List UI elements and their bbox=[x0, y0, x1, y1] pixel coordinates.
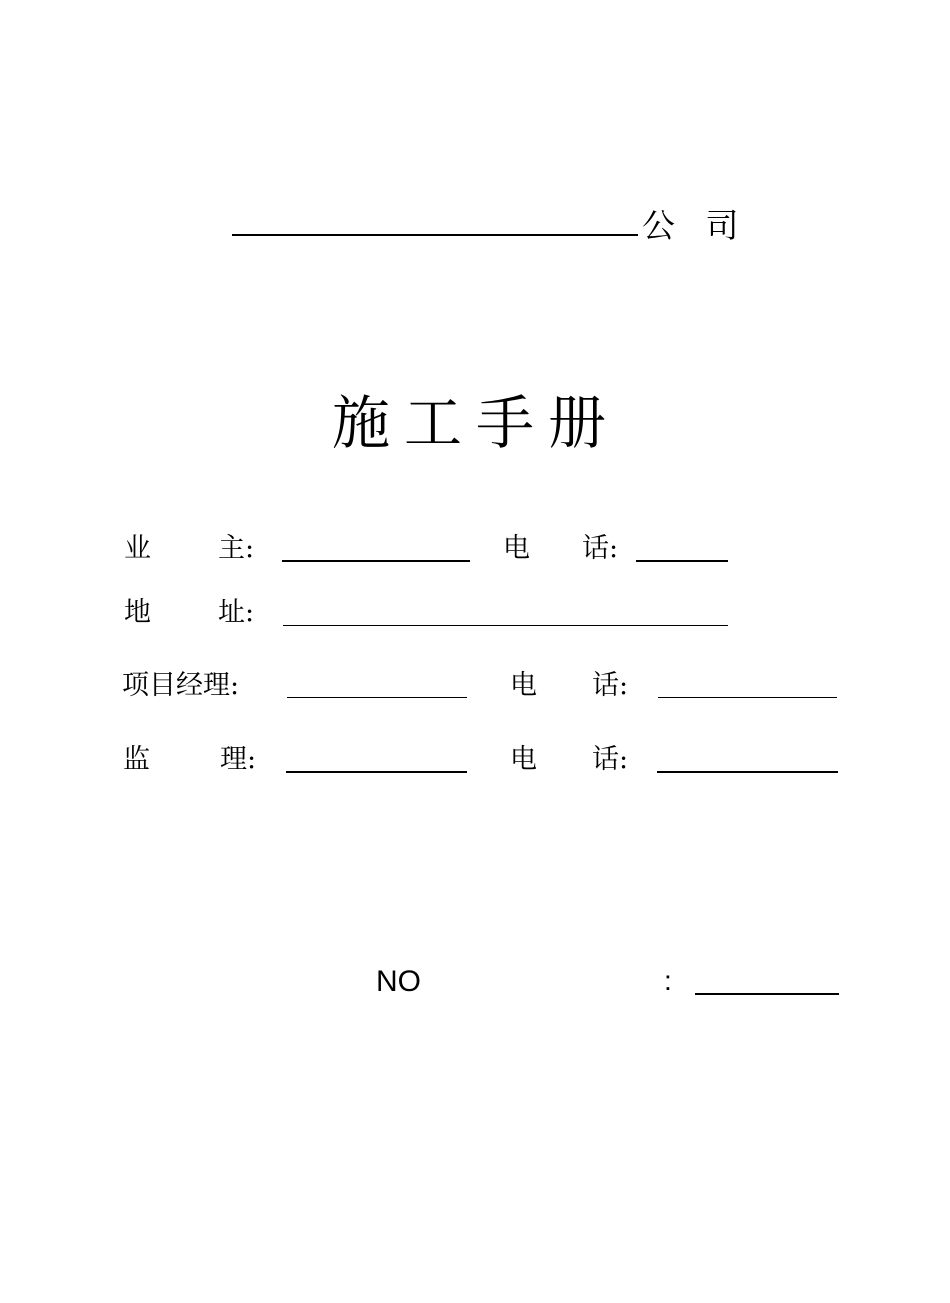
project-manager-blank[interactable] bbox=[287, 697, 467, 698]
supervisor-phone-label-char2: 话: bbox=[592, 744, 629, 775]
supervisor-blank[interactable] bbox=[286, 771, 467, 773]
owner-label-char1: 业 bbox=[124, 533, 151, 564]
pm-phone-label-char2: 话: bbox=[592, 670, 629, 701]
company-suffix: 公 司 bbox=[642, 206, 749, 245]
document-title: 施工手册 bbox=[332, 389, 621, 457]
pm-phone-blank[interactable] bbox=[658, 697, 837, 698]
number-colon: : bbox=[664, 965, 672, 996]
owner-phone-label-char2: 话: bbox=[582, 533, 619, 564]
owner-phone-label-char1: 电 bbox=[503, 533, 530, 564]
address-label-char2: 址: bbox=[218, 597, 255, 628]
company-name-blank[interactable] bbox=[232, 234, 638, 236]
owner-blank[interactable] bbox=[282, 560, 470, 562]
supervisor-phone-label-char1: 电 bbox=[510, 744, 537, 775]
address-blank[interactable] bbox=[283, 625, 728, 626]
address-label-char1: 地 bbox=[124, 597, 151, 628]
supervisor-label-char2: 理: bbox=[220, 744, 257, 775]
owner-phone-blank[interactable] bbox=[636, 560, 728, 562]
project-manager-label: 项目经理: bbox=[122, 670, 240, 701]
supervisor-label-char1: 监 bbox=[123, 744, 150, 775]
owner-label-char2: 主: bbox=[218, 533, 255, 564]
number-blank[interactable] bbox=[695, 993, 839, 995]
supervisor-phone-blank[interactable] bbox=[657, 771, 838, 773]
number-label: NO bbox=[376, 965, 421, 998]
pm-phone-label-char1: 电 bbox=[510, 670, 537, 701]
